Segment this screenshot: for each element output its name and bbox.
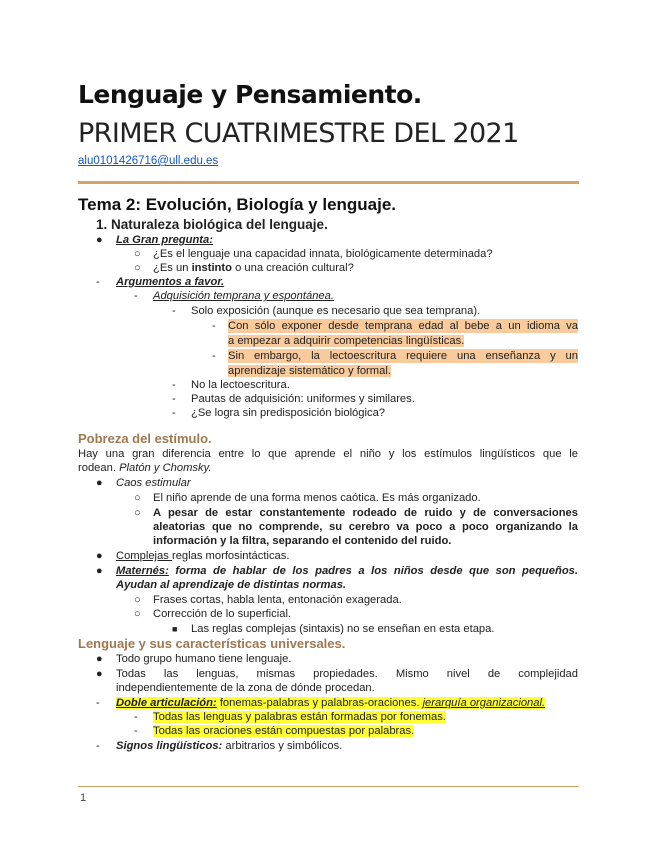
caos-estimular-item: Caos estimular <box>116 477 191 489</box>
circle-bullet-icon: ○ <box>134 492 141 504</box>
complejas-rest: reglas morfosintácticas. <box>171 550 290 562</box>
caos-sub-2b: aleatorias que no comprende, su cerebro va poco a poco organizando la <box>153 521 578 533</box>
pautas-item: Pautas de adquisición: uniformes y similares. <box>191 393 415 405</box>
fonemas-text: Todas las lenguas y palabras están formadas por fonemas. <box>153 711 446 723</box>
doble-text: fonemas-palabras y palabras-oraciones. <box>216 697 423 709</box>
question-2 <box>153 261 354 275</box>
dash-icon: - <box>172 379 176 391</box>
maternes-line-a <box>116 564 578 578</box>
pobreza-p2-pre: rodean. <box>78 462 120 474</box>
doble-articulacion-item <box>116 696 545 710</box>
page-number: 1 <box>80 792 87 804</box>
question-2-post: o una creación cultural? <box>231 262 354 274</box>
pobreza-paragraph-2 <box>78 461 212 475</box>
predisposicion-item: ¿Se logra sin predisposición biológica? <box>191 407 386 419</box>
section-heading: Tema 2: Evolución, Biología y lenguaje. <box>78 195 397 214</box>
jerarquia-text: jerarquía organizacional. <box>422 697 546 709</box>
circle-bullet-icon: ○ <box>134 262 141 274</box>
square-bullet-icon: ■ <box>172 624 178 634</box>
correccion-item: Corrección de lo superficial. <box>153 608 292 620</box>
universal-1: Todo grupo humano tiene lenguaje. <box>116 653 292 665</box>
caos-sub-1: El niño aprende de una forma menos caótica. Es más organizado. <box>153 492 481 504</box>
document-title: Lenguaje y Pensamiento. <box>78 80 422 109</box>
doble-label: Doble articulación: <box>116 697 217 709</box>
dash-icon: - <box>96 697 100 709</box>
dash-icon: - <box>212 320 216 332</box>
dash-icon: - <box>172 305 176 317</box>
signos-text: arbitrarios y simbólicos. <box>222 740 343 752</box>
complejas-item <box>116 549 289 563</box>
question-2-bold: instinto <box>191 262 232 274</box>
universales-heading: Lenguaje y sus características universales. <box>78 636 346 651</box>
circle-bullet-icon: ○ <box>134 507 141 519</box>
frases-item: Frases cortas, habla lenta, entonación exagerada. <box>153 594 402 606</box>
bullet-icon: ● <box>96 234 103 246</box>
maternes-label: Maternés: <box>116 565 169 577</box>
highlight-1b <box>228 334 464 348</box>
dash-icon: - <box>134 711 138 723</box>
header-rule <box>78 181 579 184</box>
highlight-1a: Con sólo exponer desde temprana edad al bebe a un idioma va <box>228 320 578 332</box>
complejas-underlined: Complejas <box>116 550 172 562</box>
pobreza-p2-authors: Platón y Chomsky. <box>119 462 212 474</box>
gran-pregunta-label: La Gran pregunta: <box>116 234 213 246</box>
oraciones-item <box>153 724 414 738</box>
dash-icon: - <box>172 407 176 419</box>
oraciones-text: Todas las oraciones están compuestas por palabras. <box>153 725 415 737</box>
footer-rule <box>78 786 579 787</box>
reglas-item: Las reglas complejas (sintaxis) no se enseñan en esta etapa. <box>191 623 495 635</box>
caos-sub-2a: A pesar de estar constantemente rodeado de ruido y de conversaciones <box>153 507 578 519</box>
maternes-text-a: forma de hablar de los padres a los niños desde que son pequeños. <box>168 565 578 577</box>
bullet-icon: ● <box>96 565 103 577</box>
dash-icon: - <box>134 290 138 302</box>
document-subtitle: PRIMER CUATRIMESTRE DEL 2021 <box>78 118 519 149</box>
circle-bullet-icon: ○ <box>134 594 141 606</box>
highlight-2a: Sin embargo, la lectoescritura requiere una enseñanza y un <box>228 350 578 362</box>
circle-bullet-icon: ○ <box>134 608 141 620</box>
bullet-icon: ● <box>96 550 103 562</box>
maternes-line-b: Ayudan al aprendizaje de distintas normas. <box>116 579 347 591</box>
dash-icon: - <box>212 350 216 362</box>
dash-icon: - <box>172 393 176 405</box>
bullet-icon: ● <box>96 668 103 680</box>
pobreza-heading: Pobreza del estímulo. <box>78 431 212 446</box>
dash-icon: - <box>134 725 138 737</box>
bullet-icon: ● <box>96 653 103 665</box>
email-link[interactable]: alu0101426716@ull.edu.es <box>78 155 219 167</box>
dash-icon: - <box>96 740 100 752</box>
universal-2b: independientemente de la zona de dónde procedan. <box>116 682 375 694</box>
section-subheading: 1. Naturaleza biológica del lenguaje. <box>96 217 328 232</box>
bullet-icon: ● <box>96 477 103 489</box>
universal-2a: Todas las lenguas, mismas propiedades. Mismo nivel de complejidad <box>116 668 578 680</box>
solo-exposicion-item: Solo exposición (aunque es necesario que sea temprana). <box>191 305 481 317</box>
signos-label: Signos lingüísticos: <box>116 740 223 752</box>
question-1: ¿Es el lenguaje una capacidad innata, biológicamente determinada? <box>153 248 493 260</box>
dash-icon: - <box>96 276 100 288</box>
pobreza-paragraph-1: Hay una gran diferencia entre lo que aprende el niño y los estímulos lingüísticos que le <box>78 448 578 460</box>
fonemas-item <box>153 710 446 724</box>
argumentos-label: Argumentos a favor. <box>116 276 225 288</box>
highlight-2b <box>228 364 391 378</box>
caos-sub-2c: información y la filtra, separando el contenido del ruido. <box>153 535 452 547</box>
signos-item <box>116 739 342 753</box>
highlight-2b-text: aprendizaje sistemático y formal. <box>228 365 391 377</box>
question-2-pre: ¿Es un <box>153 262 192 274</box>
adquisicion-item: Adquisición temprana y espontánea. <box>153 290 334 302</box>
circle-bullet-icon: ○ <box>134 248 141 260</box>
highlight-1b-text: a empezar a adquirir competencias lingüísticas. <box>228 335 465 347</box>
no-lectoescritura-item: No la lectoescritura. <box>191 379 290 391</box>
